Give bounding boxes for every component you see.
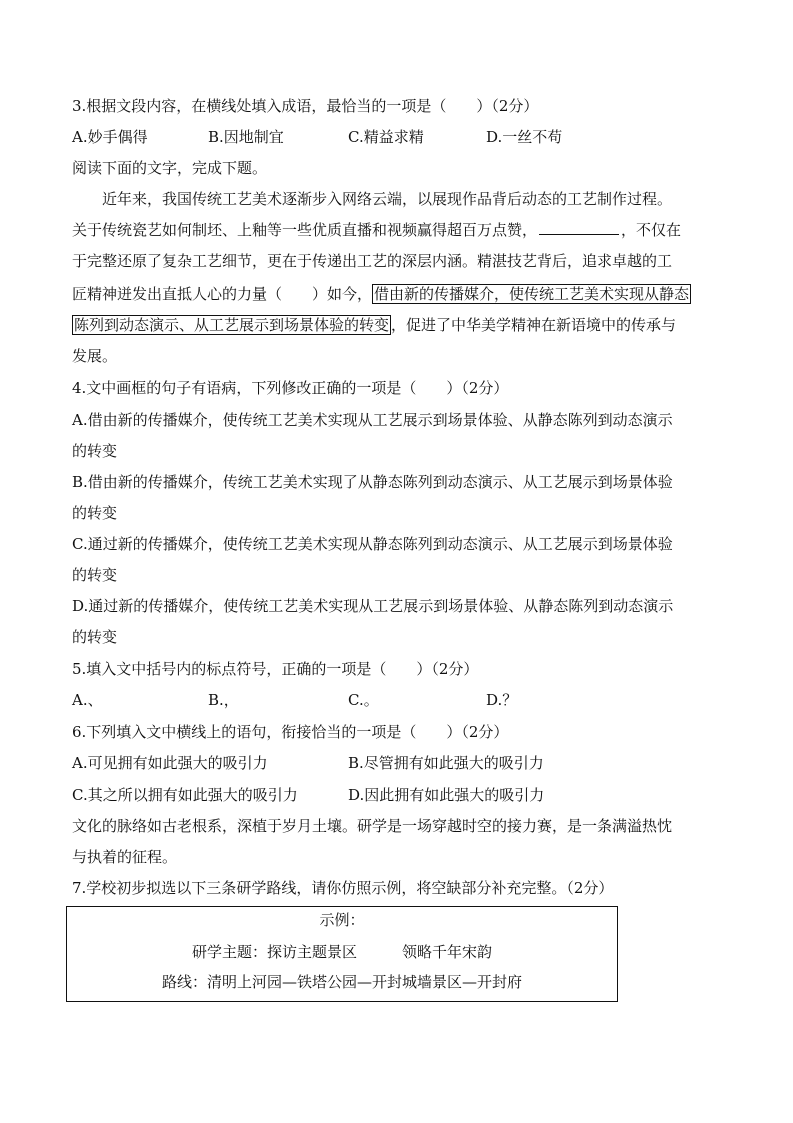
q6-option-a: A.可见拥有如此强大的吸引力	[72, 754, 268, 772]
passage-line-5-tail: ，促进了中华美学精神在新语境中的传承与	[391, 316, 677, 334]
q4-option-b-line-1: B.借由新的传播媒介，传统工艺美术实现了从静态陈列到动态演示、从工艺展示到场景体验	[72, 473, 673, 491]
q5-option-d: D.？	[486, 691, 518, 709]
passage-line-6: 发展。	[72, 347, 118, 365]
example-title: 示例：	[319, 911, 365, 929]
q5-option-a: A.、	[72, 691, 103, 709]
q4-option-c-line-1: C.通过新的传播媒介，使传统工艺美术实现从静态陈列到动态演示、从工艺展示到场景体验	[72, 535, 673, 553]
q5-stem: 5.填入文中括号内的标点符号，正确的一项是（ ）（2分）	[72, 660, 479, 678]
q3-stem: 3.根据文段内容，在横线处填入成语，最恰当的一项是（ ）（2分）	[72, 97, 539, 115]
q3-option-d: D.一丝不苟	[486, 128, 563, 146]
q4-option-b-line-2: 的转变	[72, 504, 118, 522]
q6-option-b: B.尽管拥有如此强大的吸引力	[348, 754, 544, 772]
passage-line-5	[72, 314, 676, 336]
example-theme: 研学主题：探访主题景区 领略千年宋韵	[191, 943, 492, 961]
framed-sentence-part-2: 陈列到动态演示、从工艺展示到场景体验的转变	[74, 316, 390, 334]
example-route: 路线：清明上河园—铁塔公园—开封城墙景区—开封府	[161, 973, 522, 991]
q6-stem: 6.下列填入文中横线上的语句，衔接恰当的一项是（ ）（2分）	[72, 723, 509, 741]
passage-line-3: 于完整还原了复杂工艺细节，更在于传递出工艺的深层内涵。精湛技艺背后，追求卓越的工	[72, 252, 673, 270]
answer-blank	[539, 220, 619, 235]
q3-option-a: A.妙手偶得	[72, 128, 148, 146]
q4-stem: 4.文中画框的句子有语病，下列修改正确的一项是（ ）（2分）	[72, 379, 509, 397]
q4-option-d-line-2: 的转变	[72, 628, 118, 646]
q7-stem: 7.学校初步拟选以下三条研学路线，请你仿照示例，将空缺部分补充完整。（2分）	[72, 879, 614, 897]
q3-option-c: C.精益求精	[348, 128, 424, 146]
intro-line-2: 与执着的征程。	[72, 848, 178, 866]
framed-sentence-part-1: 借由新的传播媒介，使传统工艺美术实现从静态	[374, 285, 690, 303]
q4-option-a-line-1: A.借由新的传播媒介，使传统工艺美术实现从工艺展示到场景体验、从静态陈列到动态演示	[72, 411, 673, 429]
intro-line-1: 文化的脉络如古老根系，深植于岁月土壤。研学是一场穿越时空的接力赛，是一条满溢热忱	[72, 817, 673, 835]
q5-option-b: B.，	[208, 691, 239, 709]
reading-instruction: 阅读下面的文字，完成下题。	[72, 159, 268, 177]
passage-line-2-tail: ，不仅在	[621, 221, 682, 239]
passage-line-1: 近年来，我国传统工艺美术逐渐步入网络云端，以展现作品背后动态的工艺制作过程。	[102, 190, 673, 208]
passage-line-2-text: 关于传统瓷艺如何制坯、上釉等一些优质直播和视频赢得超百万点赞，	[72, 221, 538, 239]
example-box	[66, 906, 618, 1002]
q6-option-c: C.其之所以拥有如此强大的吸引力	[72, 786, 298, 804]
passage-line-4-text: 匠精神迸发出直抵人心的力量（ ）如今，	[72, 285, 373, 303]
q4-option-a-line-2: 的转变	[72, 442, 118, 460]
q5-option-c: C.。	[348, 691, 379, 709]
q4-option-d-line-1: D.通过新的传播媒介，使传统工艺美术实现从工艺展示到场景体验、从静态陈列到动态演示	[72, 597, 674, 615]
q6-option-d: D.因此拥有如此强大的吸引力	[348, 786, 545, 804]
q4-option-c-line-2: 的转变	[72, 566, 118, 584]
passage-line-4	[72, 283, 691, 305]
passage-line-2	[72, 219, 681, 241]
q3-option-b: B.因地制宜	[208, 128, 284, 146]
